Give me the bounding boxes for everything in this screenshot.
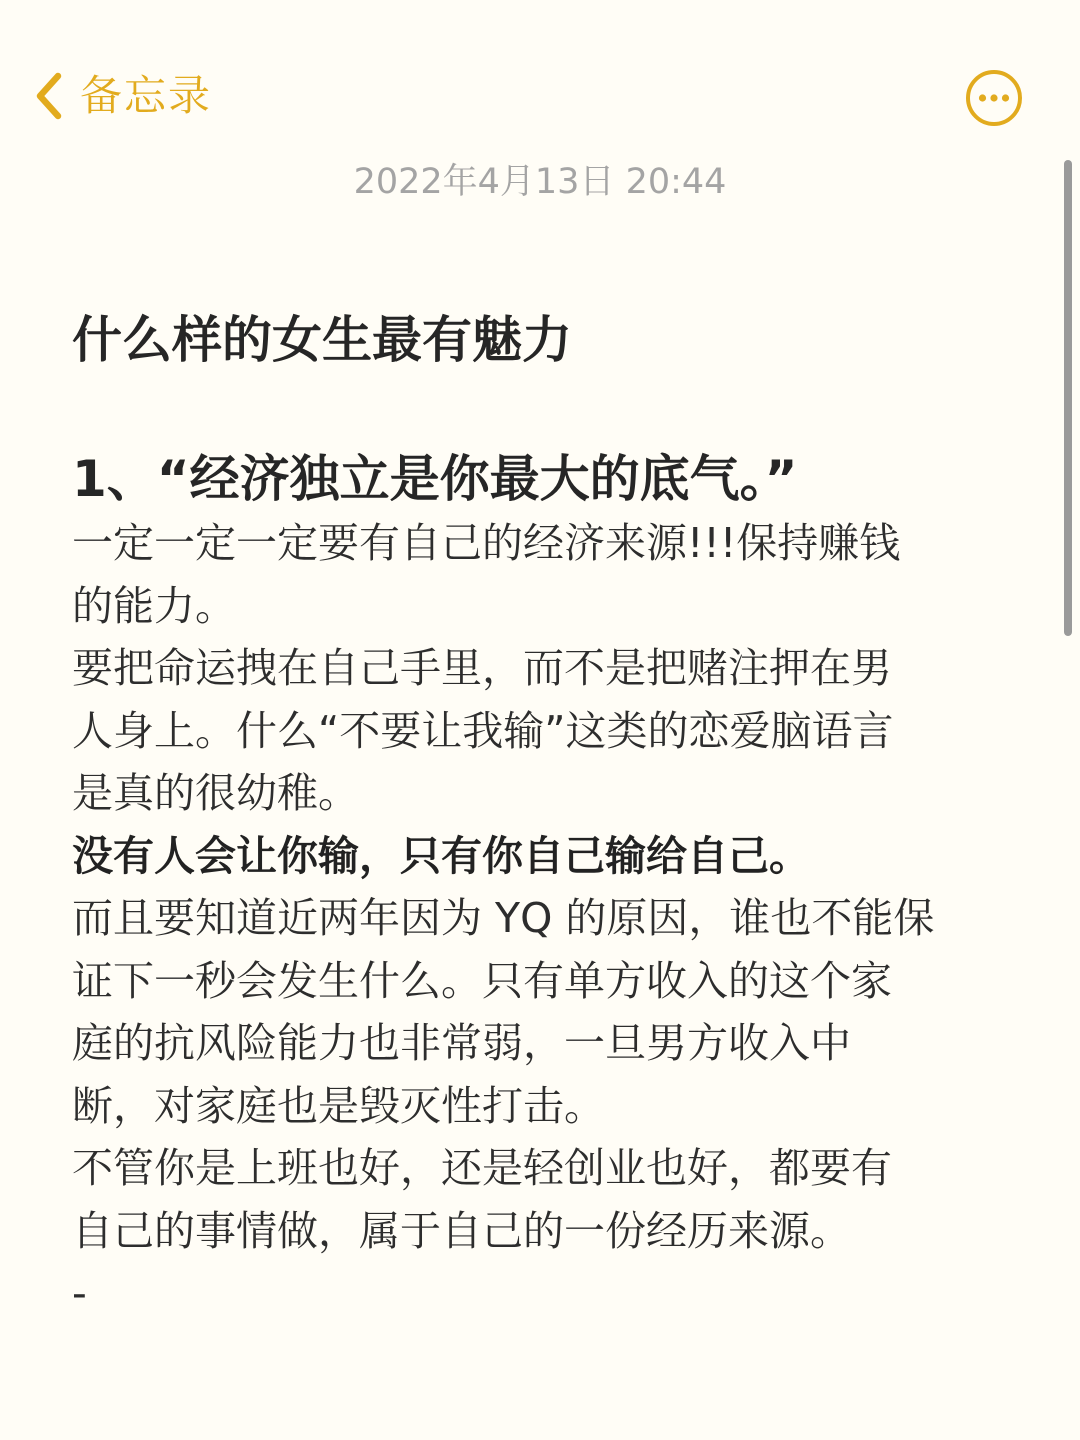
note-title: 什么样的女生最有魅力 (72, 311, 572, 369)
back-button[interactable] (28, 64, 212, 128)
body-line-emphasis: 没有人会让你输，只有你自己输给自己。 (72, 831, 810, 880)
back-button-label: 备忘录 (80, 71, 213, 120)
body-line: 一定一定一定要有自己的经济来源!!!保持赚钱 (72, 519, 901, 567)
body-line: 断，对家庭也是毁灭性打击。 (72, 1081, 605, 1130)
body-line: 而且要知道近两年因为 YQ 的原因，谁也不能保 (72, 894, 935, 942)
section-heading: 1、“经济独立是你最大的底气。” (72, 450, 798, 508)
body-line: 要把命运拽在自己手里，而不是把赌注押在男 (72, 644, 892, 692)
body-line: 不管你是上班也好，还是轻创业也好，都要有 (72, 1144, 892, 1192)
body-line: 证下一秒会发生什么。只有单方收入的这个家 (72, 956, 892, 1005)
body-line: 自己的事情做，属于自己的一份经历来源。 (72, 1206, 851, 1255)
note-content[interactable] (72, 300, 1012, 1325)
chevron-left-icon (28, 66, 76, 126)
note-timestamp: 2022年4月13日 20:44 (353, 162, 727, 202)
body-line: - (72, 1269, 87, 1317)
body-line: 人身上。什么“不要让我输”这类的恋爱脑语言 (72, 706, 894, 755)
body-line: 庭的抗风险能力也非常弱，一旦男方收入中 (72, 1019, 851, 1067)
more-options-button[interactable] (964, 68, 1024, 128)
body-line: 是真的很幼稚。 (72, 769, 359, 817)
note-body (72, 512, 1012, 1325)
body-line: 的能力。 (72, 581, 236, 630)
ellipsis-circle-icon (964, 68, 1024, 128)
vertical-scrollbar[interactable] (1064, 160, 1072, 636)
navigation-bar (0, 0, 1080, 150)
